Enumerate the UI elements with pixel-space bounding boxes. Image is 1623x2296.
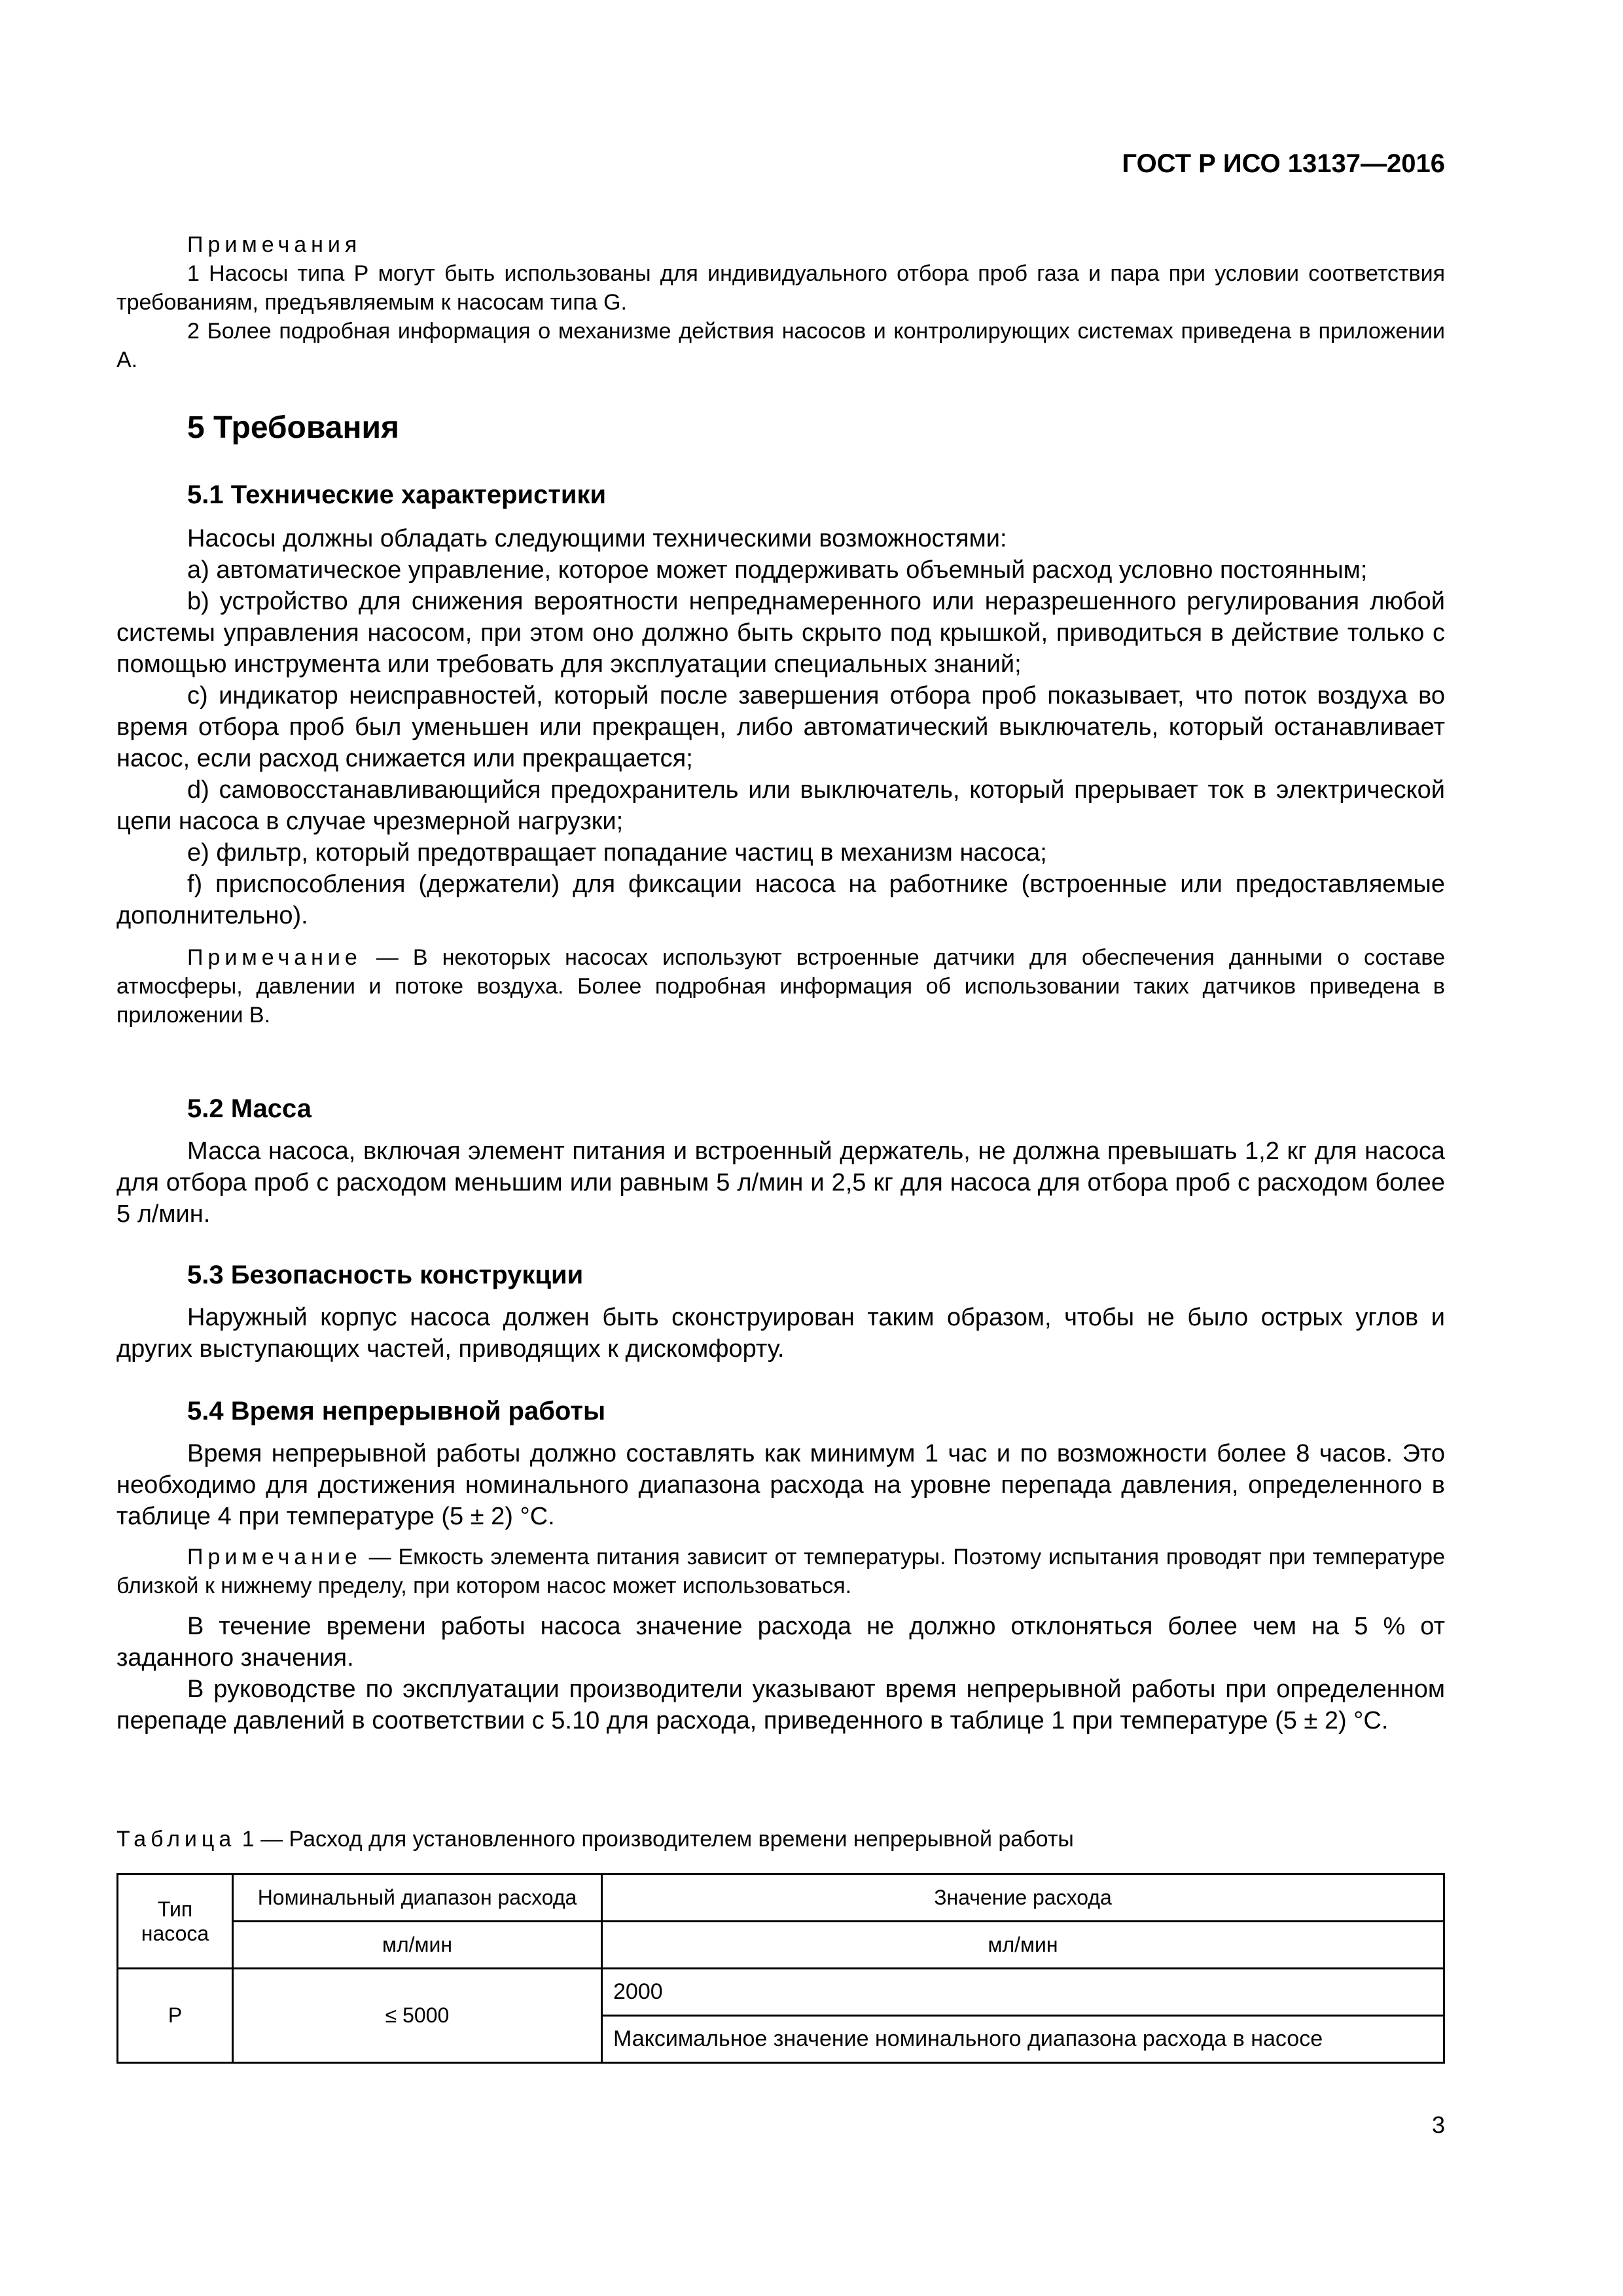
document-header: ГОСТ Р ИСО 13137—2016 bbox=[1122, 149, 1445, 178]
th-nominal-range: Номинальный диапазон расхода bbox=[233, 1874, 602, 1922]
section-5-2 bbox=[116, 1094, 1445, 1230]
note-1: 1 Насосы типа Р могут быть использованы для индивидуального отбора проб газа и пара при условии соответствия требованиям, предъявляемым к насосам типа G. bbox=[116, 261, 1445, 315]
table-1-caption-label: Таблица bbox=[116, 1827, 236, 1852]
notes-top bbox=[116, 230, 1445, 374]
section-5-4-heading: 5.4 Время непрерывной работы bbox=[187, 1397, 606, 1426]
cell-flow-value-2: Максимальное значение номинального диапазона расхода в насосе bbox=[602, 2016, 1444, 2063]
s51-note-label: Примечание bbox=[187, 945, 362, 970]
th-flow-value: Значение расхода bbox=[602, 1874, 1444, 1922]
s51-intro: Насосы должны обладать следующими техническими возможностями: bbox=[187, 525, 1007, 552]
cell-nominal-range: ≤ 5000 bbox=[233, 1969, 602, 2063]
s51-note-text: — В некоторых насосах используют встроенные датчики для обеспечения данными о составе атмосферы, давлении и потоке воздуха. Более подробная информация об использовании таких датчиков приведена в приложении В. bbox=[116, 945, 1445, 1028]
cell-flow-value-1: 2000 bbox=[602, 1969, 1444, 2016]
document-page bbox=[116, 0, 1445, 2296]
section-5-2-heading: 5.2 Масса bbox=[187, 1094, 312, 1123]
table-1-caption-text: 1 — Расход для установленного производителем времени непрерывной работы bbox=[236, 1827, 1074, 1852]
s54-note-label: Примечание bbox=[187, 1545, 362, 1570]
s51-item-b: b) устройство для снижения вероятности непреднамеренного или неразрешенного регулирования любой системы управления насосом, при этом оно должно быть скрыто под крышкой, приводиться в действие только с помощью инструмента или требовать для эксплуатации специальных знаний; bbox=[116, 588, 1445, 678]
notes-title: Примечания bbox=[187, 232, 362, 257]
s54-text-1: Время непрерывной работы должно составлять как минимум 1 час и по возможности более 8 часов. Это необходимо для достижения номинального диапазона расхода на уровне перепада давления, определенного в таблице 4 при температуре (5 ± 2) °С. bbox=[116, 1440, 1445, 1530]
section-5-1 bbox=[116, 480, 1445, 1030]
s53-text: Наружный корпус насоса должен быть сконструирован таким образом, чтобы не было острых углов и других выступающих частей, приводящих к дискомфорту. bbox=[116, 1304, 1445, 1363]
note-2: 2 Более подробная информация о механизме действия насосов и контролирующих системах приведена в приложении А. bbox=[116, 319, 1445, 372]
section-5-1-heading: 5.1 Технические характеристики bbox=[187, 480, 607, 509]
s51-item-d: d) самовосстанавливающийся предохранитель или выключатель, который прерывает ток в электрической цепи насоса в случае чрезмерной нагрузки; bbox=[116, 776, 1445, 835]
section-5 bbox=[116, 410, 1445, 446]
section-5-4 bbox=[116, 1397, 1445, 1736]
section-5-3 bbox=[116, 1261, 1445, 1365]
th-value-unit: мл/мин bbox=[602, 1922, 1444, 1969]
s51-item-a: a) автоматическое управление, которое может поддерживать объемный расход условно постоянным; bbox=[187, 556, 1368, 584]
s54-note bbox=[116, 1543, 1445, 1600]
s54-note-text: — Емкость элемента питания зависит от температуры. Поэтому испытания проводят при температуре близкой к нижнему пределу, при котором насос может использоваться. bbox=[116, 1545, 1445, 1598]
page-number: 3 bbox=[1431, 2111, 1445, 2138]
table-1 bbox=[116, 1873, 1445, 2064]
section-5-heading: 5 Требования bbox=[187, 410, 399, 445]
cell-pump-type: Р bbox=[118, 1969, 233, 2063]
s54-text-3: В руководстве по эксплуатации производители указывают время непрерывной работы при определенном перепаде давлений в соответствии с 5.10 для расхода, приведенного в таблице 1 при температуре (5 ± 2) °С. bbox=[116, 1676, 1445, 1734]
section-5-3-heading: 5.3 Безопасность конструкции bbox=[187, 1261, 584, 1289]
th-range-unit: мл/мин bbox=[233, 1922, 602, 1969]
s51-item-f: f) приспособления (держатели) для фиксации насоса на работнике (встроенные или предоставляемые дополнительно). bbox=[116, 870, 1445, 929]
s54-text-2: В течение времени работы насоса значение расхода не должно отклоняться более чем на 5 % от заданного значения. bbox=[116, 1613, 1445, 1672]
s51-item-c: c) индикатор неисправностей, который после завершения отбора проб показывает, что поток воздуха во время отбора проб был уменьшен или прекращен, либо автоматический выключатель, который останавливает насос, если расход снижается или прекращается; bbox=[116, 682, 1445, 772]
s52-text: Масса насоса, включая элемент питания и встроенный держатель, не должна превышать 1,2 кг для насоса для отбора проб с расходом меньшим или равным 5 л/мин и 2,5 кг для насоса для отбора проб с расходом более 5 л/мин. bbox=[116, 1138, 1445, 1228]
th-pump-type: Тип насоса bbox=[118, 1874, 233, 1969]
s51-note bbox=[116, 943, 1445, 1030]
table-1-caption bbox=[116, 1825, 1445, 1854]
s51-item-e: e) фильтр, который предотвращает попадание частиц в механизм насоса; bbox=[187, 839, 1047, 867]
